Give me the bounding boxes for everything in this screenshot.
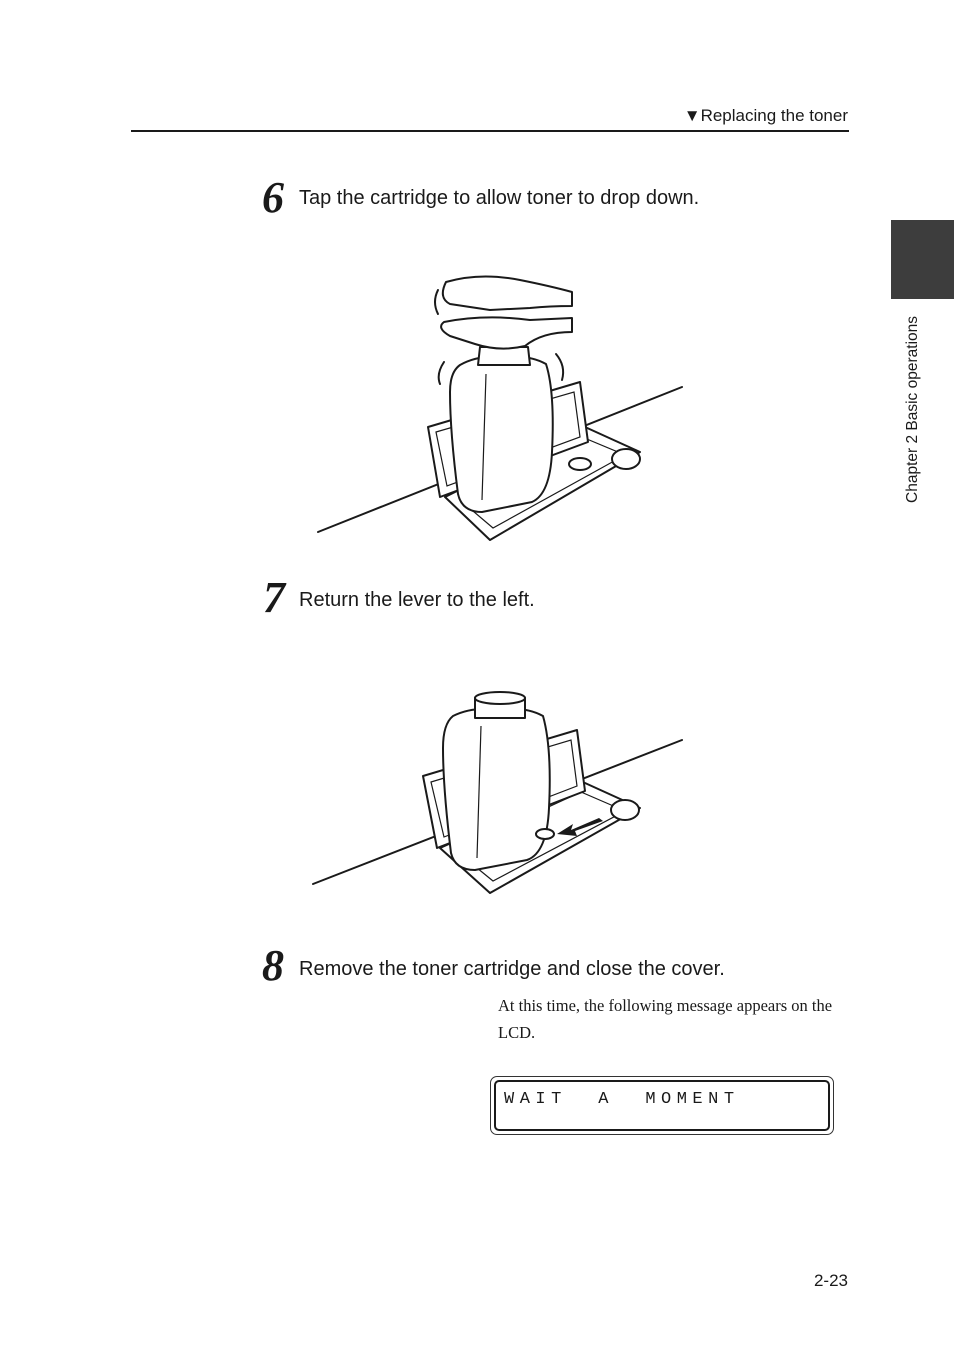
chapter-tab bbox=[891, 220, 954, 299]
lcd-display bbox=[490, 1076, 834, 1135]
chapter-label bbox=[901, 316, 925, 538]
step-number-8: 8 bbox=[262, 941, 284, 990]
toner-bottle bbox=[443, 709, 550, 870]
lever-pad bbox=[611, 800, 639, 820]
motion-mark-right bbox=[556, 354, 563, 380]
motion-mark-left bbox=[435, 290, 438, 314]
chapter-label-text: Chapter 2 Basic operations bbox=[904, 316, 921, 503]
illustration-lever-left bbox=[305, 688, 690, 898]
lower-hand bbox=[441, 317, 572, 348]
toner-bottle bbox=[450, 357, 553, 512]
step-number-6: 6 bbox=[262, 173, 284, 222]
upper-hand bbox=[443, 276, 572, 310]
step-text-6: Tap the cartridge to allow toner to drop down. bbox=[299, 187, 700, 209]
header-rule bbox=[131, 130, 849, 132]
page-number: 2-23 bbox=[813, 1271, 848, 1290]
illustration-tap-cartridge bbox=[310, 262, 690, 547]
lever-pad bbox=[612, 449, 640, 469]
step-number-7: 7 bbox=[263, 573, 285, 622]
bottle-cap-top bbox=[475, 692, 525, 704]
lever-knob bbox=[536, 829, 554, 839]
header-title: Replacing the toner bbox=[700, 106, 848, 125]
lcd-screen bbox=[494, 1080, 830, 1131]
note-text: At this time, the following message appears on the LCD. bbox=[498, 996, 833, 1042]
triangle-marker-icon: ▼ bbox=[683, 106, 701, 125]
step-text-7: Return the lever to the left. bbox=[299, 589, 535, 611]
running-header bbox=[684, 106, 848, 126]
motion-mark-left-low bbox=[439, 362, 444, 384]
step-text-8: Remove the toner cartridge and close the cover. bbox=[299, 958, 725, 980]
lcd-message: WAIT A MOMENT bbox=[504, 1090, 740, 1109]
bottle-neck bbox=[478, 347, 530, 365]
lever-knob bbox=[569, 458, 591, 470]
